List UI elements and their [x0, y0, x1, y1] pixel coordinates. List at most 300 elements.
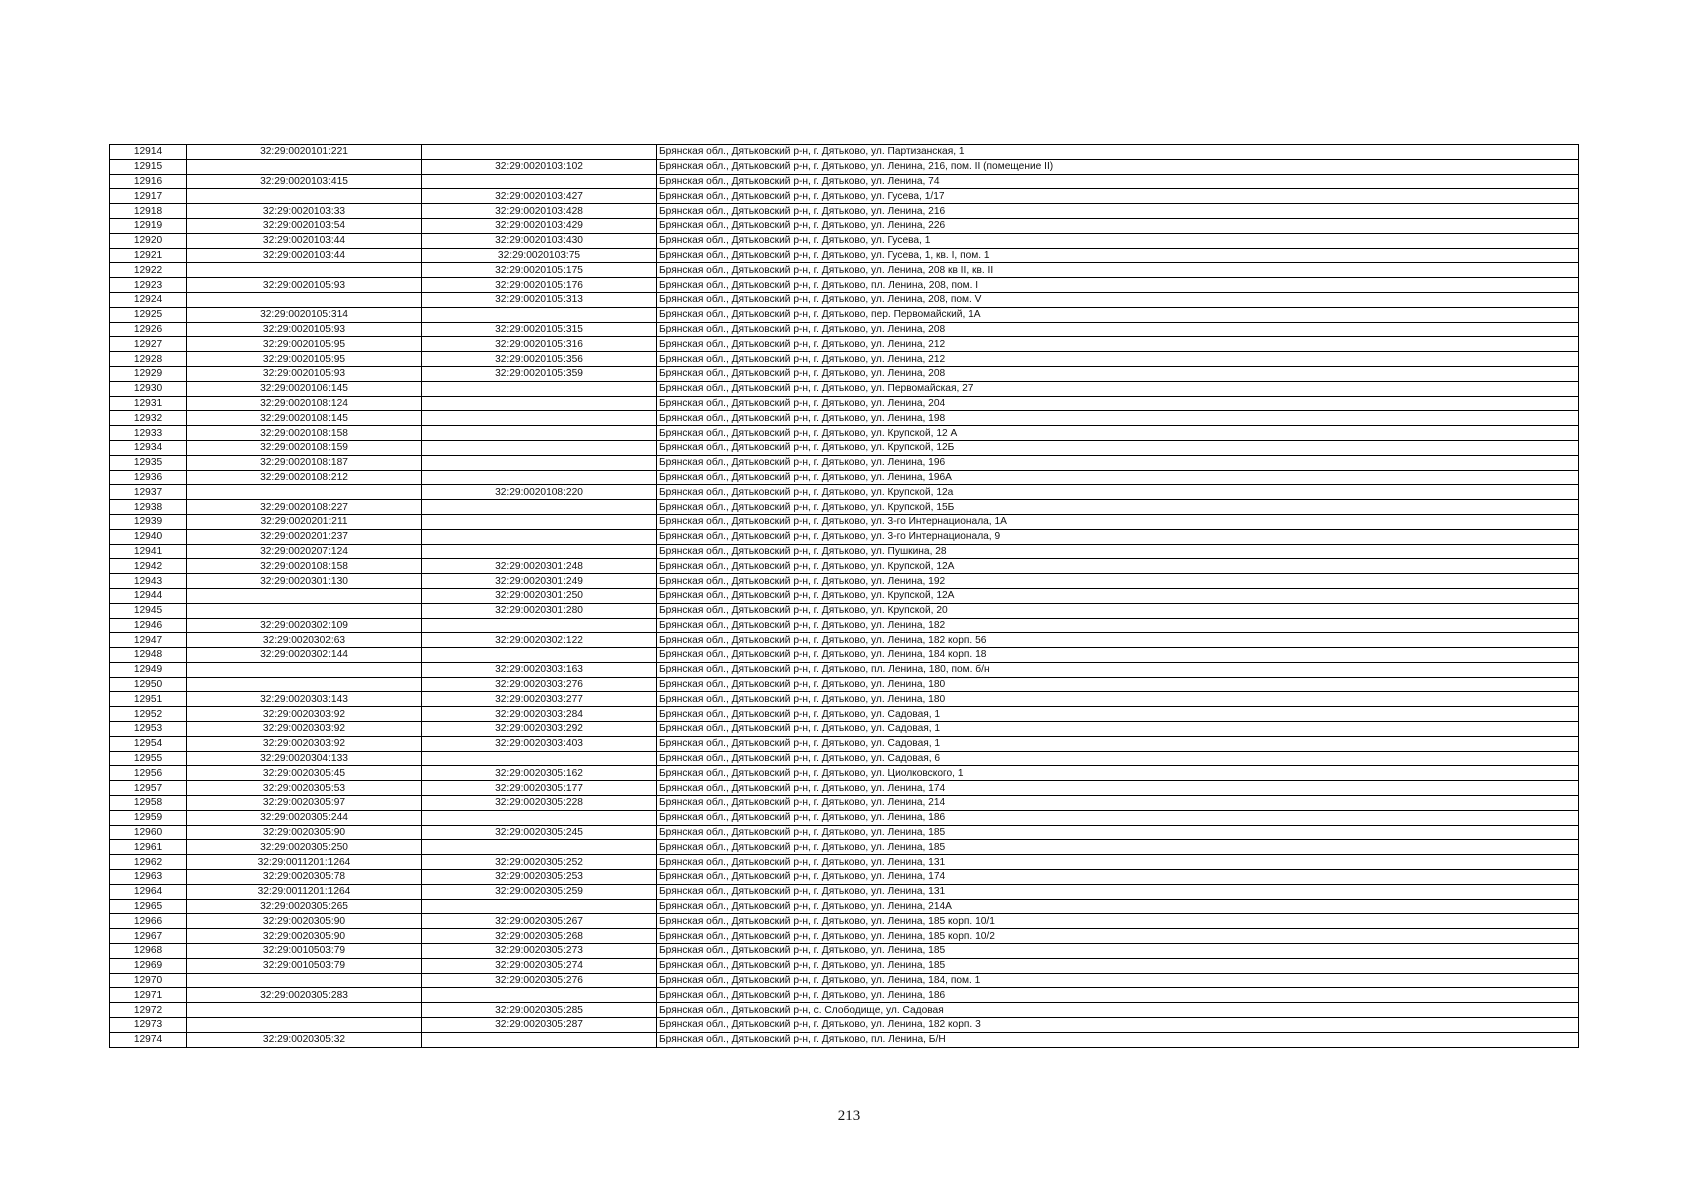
related-cadastral-number-cell: 32:29:0020305:177	[422, 781, 657, 796]
cadastral-number-cell: 32:29:0020201:211	[187, 514, 422, 529]
table-row	[110, 500, 1579, 515]
cadastral-number-cell	[187, 603, 422, 618]
address-cell: Брянская обл., Дятьковский р-н, г. Дятьково, пл. Ленина, Б/Н	[657, 1032, 1579, 1047]
address-cell: Брянская обл., Дятьковский р-н, г. Дятьково, ул. Ленина, 212	[657, 352, 1579, 367]
address-cell: Брянская обл., Дятьковский р-н, г. Дятьково, ул. Ленина, 214А	[657, 899, 1579, 914]
related-cadastral-number-cell: 32:29:0020105:315	[422, 322, 657, 337]
row-number-cell: 12944	[110, 588, 187, 603]
table-row	[110, 751, 1579, 766]
table-row	[110, 603, 1579, 618]
row-number-cell: 12953	[110, 722, 187, 737]
related-cadastral-number-cell: 32:29:0020305:259	[422, 884, 657, 899]
cadastral-number-cell	[187, 189, 422, 204]
cadastral-number-cell: 32:29:0020108:145	[187, 411, 422, 426]
row-number-cell: 12935	[110, 455, 187, 470]
table-row	[110, 218, 1579, 233]
table-row	[110, 618, 1579, 633]
cadastral-number-cell	[187, 159, 422, 174]
cadastral-number-cell: 32:29:0020303:92	[187, 722, 422, 737]
related-cadastral-number-cell: 32:29:0020103:427	[422, 189, 657, 204]
cadastral-number-cell: 32:29:0020108:212	[187, 470, 422, 485]
table-row	[110, 322, 1579, 337]
related-cadastral-number-cell	[422, 988, 657, 1003]
related-cadastral-number-cell	[422, 1032, 657, 1047]
table-row	[110, 145, 1579, 160]
cadastral-number-cell: 32:29:0020103:44	[187, 248, 422, 263]
cadastral-number-cell	[187, 485, 422, 500]
cadastral-number-cell: 32:29:0020305:53	[187, 781, 422, 796]
row-number-cell: 12938	[110, 500, 187, 515]
cadastral-number-cell: 32:29:0020103:415	[187, 174, 422, 189]
cadastral-number-cell	[187, 292, 422, 307]
related-cadastral-number-cell: 32:29:0020303:163	[422, 662, 657, 677]
related-cadastral-number-cell	[422, 529, 657, 544]
table-row	[110, 366, 1579, 381]
address-cell: Брянская обл., Дятьковский р-н, г. Дятьково, ул. Садовая, 1	[657, 707, 1579, 722]
row-number-cell: 12925	[110, 307, 187, 322]
address-cell: Брянская обл., Дятьковский р-н, г. Дятьково, ул. Ленина, 212	[657, 337, 1579, 352]
address-cell: Брянская обл., Дятьковский р-н, г. Дятьково, ул. Ленина, 184, пом. 1	[657, 973, 1579, 988]
row-number-cell: 12955	[110, 751, 187, 766]
related-cadastral-number-cell: 32:29:0020103:428	[422, 204, 657, 219]
cadastral-number-cell: 32:29:0020207:124	[187, 544, 422, 559]
table-row	[110, 455, 1579, 470]
table-row	[110, 870, 1579, 885]
related-cadastral-number-cell: 32:29:0020305:253	[422, 870, 657, 885]
address-cell: Брянская обл., Дятьковский р-н, г. Дятьково, ул. Партизанская, 1	[657, 145, 1579, 160]
table-row	[110, 855, 1579, 870]
row-number-cell: 12930	[110, 381, 187, 396]
table-row	[110, 233, 1579, 248]
row-number-cell: 12947	[110, 633, 187, 648]
row-number-cell: 12946	[110, 618, 187, 633]
row-number-cell: 12952	[110, 707, 187, 722]
row-number-cell: 12962	[110, 855, 187, 870]
related-cadastral-number-cell: 32:29:0020305:274	[422, 958, 657, 973]
related-cadastral-number-cell	[422, 426, 657, 441]
cadastral-number-cell: 32:29:0010503:79	[187, 958, 422, 973]
table-row	[110, 899, 1579, 914]
related-cadastral-number-cell: 32:29:0020305:285	[422, 1003, 657, 1018]
cadastral-number-cell: 32:29:0020101:221	[187, 145, 422, 160]
address-cell: Брянская обл., Дятьковский р-н, г. Дятьково, ул. Циолковского, 1	[657, 766, 1579, 781]
related-cadastral-number-cell: 32:29:0020103:75	[422, 248, 657, 263]
table-row	[110, 278, 1579, 293]
cadastral-number-cell: 32:29:0020105:314	[187, 307, 422, 322]
cadastral-number-cell: 32:29:0020305:78	[187, 870, 422, 885]
related-cadastral-number-cell: 32:29:0020305:252	[422, 855, 657, 870]
table-row	[110, 204, 1579, 219]
cadastral-number-cell: 32:29:0020302:63	[187, 633, 422, 648]
related-cadastral-number-cell: 32:29:0020305:276	[422, 973, 657, 988]
table-row	[110, 411, 1579, 426]
address-cell: Брянская обл., Дятьковский р-н, г. Дятьково, ул. Ленина, 182 корп. 3	[657, 1018, 1579, 1033]
related-cadastral-number-cell: 32:29:0020301:248	[422, 559, 657, 574]
table-row	[110, 381, 1579, 396]
table-row	[110, 574, 1579, 589]
related-cadastral-number-cell	[422, 396, 657, 411]
registry-table-body	[110, 145, 1579, 1048]
row-number-cell: 12964	[110, 884, 187, 899]
related-cadastral-number-cell: 32:29:0020305:245	[422, 825, 657, 840]
address-cell: Брянская обл., Дятьковский р-н, г. Дятьково, ул. Ленина, 186	[657, 988, 1579, 1003]
address-cell: Брянская обл., Дятьковский р-н, г. Дятьково, ул. Ленина, 184 корп. 18	[657, 648, 1579, 663]
row-number-cell: 12961	[110, 840, 187, 855]
address-cell: Брянская обл., Дятьковский р-н, г. Дятьково, ул. 3-го Интернационала, 1А	[657, 514, 1579, 529]
table-row	[110, 588, 1579, 603]
table-row	[110, 633, 1579, 648]
row-number-cell: 12927	[110, 337, 187, 352]
table-row	[110, 781, 1579, 796]
address-cell: Брянская обл., Дятьковский р-н, г. Дятьково, ул. Ленина, 174	[657, 781, 1579, 796]
table-row	[110, 958, 1579, 973]
table-row	[110, 263, 1579, 278]
related-cadastral-number-cell: 32:29:0020301:249	[422, 574, 657, 589]
address-cell: Брянская обл., Дятьковский р-н, г. Дятьково, ул. Пушкина, 28	[657, 544, 1579, 559]
related-cadastral-number-cell: 32:29:0020303:284	[422, 707, 657, 722]
address-cell: Брянская обл., Дятьковский р-н, г. Дятьково, ул. Ленина, 180	[657, 677, 1579, 692]
address-cell: Брянская обл., Дятьковский р-н, г. Дятьково, ул. Ленина, 216	[657, 204, 1579, 219]
related-cadastral-number-cell	[422, 751, 657, 766]
table-row	[110, 707, 1579, 722]
address-cell: Брянская обл., Дятьковский р-н, г. Дятьково, ул. Гусева, 1/17	[657, 189, 1579, 204]
row-number-cell: 12949	[110, 662, 187, 677]
address-cell: Брянская обл., Дятьковский р-н, г. Дятьково, ул. Ленина, 182	[657, 618, 1579, 633]
row-number-cell: 12942	[110, 559, 187, 574]
table-row	[110, 514, 1579, 529]
address-cell: Брянская обл., Дятьковский р-н, г. Дятьково, ул. Ленина, 198	[657, 411, 1579, 426]
cadastral-number-cell: 32:29:0020105:93	[187, 278, 422, 293]
row-number-cell: 12918	[110, 204, 187, 219]
cadastral-number-cell: 32:29:0020105:95	[187, 337, 422, 352]
address-cell: Брянская обл., Дятьковский р-н, г. Дятьково, пл. Ленина, 180, пом. б/н	[657, 662, 1579, 677]
cadastral-number-cell: 32:29:0020305:250	[187, 840, 422, 855]
related-cadastral-number-cell	[422, 899, 657, 914]
address-cell: Брянская обл., Дятьковский р-н, г. Дятьково, ул. Ленина, 226	[657, 218, 1579, 233]
related-cadastral-number-cell: 32:29:0020103:430	[422, 233, 657, 248]
table-row	[110, 352, 1579, 367]
cadastral-number-cell	[187, 662, 422, 677]
table-row	[110, 337, 1579, 352]
cadastral-number-cell: 32:29:0020305:97	[187, 796, 422, 811]
cadastral-number-cell: 32:29:0020302:109	[187, 618, 422, 633]
row-number-cell: 12974	[110, 1032, 187, 1047]
table-row	[110, 396, 1579, 411]
address-cell: Брянская обл., Дятьковский р-н, г. Дятьково, ул. Ленина, 185 корп. 10/2	[657, 929, 1579, 944]
address-cell: Брянская обл., Дятьковский р-н, г. Дятьково, ул. Ленина, 180	[657, 692, 1579, 707]
row-number-cell: 12967	[110, 929, 187, 944]
related-cadastral-number-cell	[422, 145, 657, 160]
address-cell: Брянская обл., Дятьковский р-н, г. Дятьково, ул. Крупской, 12А	[657, 559, 1579, 574]
related-cadastral-number-cell	[422, 618, 657, 633]
related-cadastral-number-cell: 32:29:0020302:122	[422, 633, 657, 648]
table-row	[110, 470, 1579, 485]
row-number-cell: 12916	[110, 174, 187, 189]
cadastral-number-cell: 32:29:0020305:90	[187, 914, 422, 929]
cadastral-number-cell: 32:29:0020105:95	[187, 352, 422, 367]
cadastral-number-cell: 32:29:0020108:159	[187, 440, 422, 455]
address-cell: Брянская обл., Дятьковский р-н, г. Дятьково, ул. Ленина, 214	[657, 796, 1579, 811]
related-cadastral-number-cell: 32:29:0020305:267	[422, 914, 657, 929]
table-row	[110, 559, 1579, 574]
address-cell: Брянская обл., Дятьковский р-н, г. Дятьково, ул. Ленина, 208 кв II, кв. II	[657, 263, 1579, 278]
table-row	[110, 248, 1579, 263]
address-cell: Брянская обл., Дятьковский р-н, г. Дятьково, ул. Ленина, 182 корп. 56	[657, 633, 1579, 648]
table-row	[110, 189, 1579, 204]
address-cell: Брянская обл., Дятьковский р-н, г. Дятьково, ул. Крупской, 12А	[657, 588, 1579, 603]
cadastral-number-cell: 32:29:0020305:265	[187, 899, 422, 914]
row-number-cell: 12948	[110, 648, 187, 663]
address-cell: Брянская обл., Дятьковский р-н, г. Дятьково, ул. Ленина, 186	[657, 810, 1579, 825]
address-cell: Брянская обл., Дятьковский р-н, г. Дятьково, ул. Ленина, 216, пом. II (помещение II)	[657, 159, 1579, 174]
row-number-cell: 12950	[110, 677, 187, 692]
row-number-cell: 12923	[110, 278, 187, 293]
cadastral-number-cell: 32:29:0011201:1264	[187, 884, 422, 899]
cadastral-number-cell: 32:29:0020103:33	[187, 204, 422, 219]
address-cell: Брянская обл., Дятьковский р-н, г. Дятьково, ул. Садовая, 6	[657, 751, 1579, 766]
cadastral-number-cell: 32:29:0020108:124	[187, 396, 422, 411]
related-cadastral-number-cell: 32:29:0020305:268	[422, 929, 657, 944]
table-row	[110, 1032, 1579, 1047]
table-row	[110, 307, 1579, 322]
table-row	[110, 662, 1579, 677]
related-cadastral-number-cell: 32:29:0020105:316	[422, 337, 657, 352]
address-cell: Брянская обл., Дятьковский р-н, г. Дятьково, ул. Ленина, 192	[657, 574, 1579, 589]
row-number-cell: 12970	[110, 973, 187, 988]
table-row	[110, 426, 1579, 441]
related-cadastral-number-cell: 32:29:0020305:228	[422, 796, 657, 811]
related-cadastral-number-cell: 32:29:0020105:356	[422, 352, 657, 367]
table-row	[110, 1003, 1579, 1018]
row-number-cell: 12940	[110, 529, 187, 544]
address-cell: Брянская обл., Дятьковский р-н, г. Дятьково, ул. Гусева, 1	[657, 233, 1579, 248]
address-cell: Брянская обл., Дятьковский р-н, г. Дятьково, ул. Ленина, 74	[657, 174, 1579, 189]
related-cadastral-number-cell	[422, 810, 657, 825]
cadastral-number-cell: 32:29:0020305:32	[187, 1032, 422, 1047]
cadastral-number-cell: 32:29:0011201:1264	[187, 855, 422, 870]
address-cell: Брянская обл., Дятьковский р-н, г. Дятьково, ул. Ленина, 196	[657, 455, 1579, 470]
row-number-cell: 12960	[110, 825, 187, 840]
related-cadastral-number-cell	[422, 500, 657, 515]
address-cell: Брянская обл., Дятьковский р-н, г. Дятьково, ул. Ленина, 185	[657, 944, 1579, 959]
row-number-cell: 12956	[110, 766, 187, 781]
cadastral-number-cell	[187, 263, 422, 278]
related-cadastral-number-cell	[422, 648, 657, 663]
cadastral-number-cell: 32:29:0020105:93	[187, 366, 422, 381]
row-number-cell: 12929	[110, 366, 187, 381]
cadastral-number-cell: 32:29:0020305:90	[187, 825, 422, 840]
row-number-cell: 12928	[110, 352, 187, 367]
related-cadastral-number-cell: 32:29:0020303:276	[422, 677, 657, 692]
address-cell: Брянская обл., Дятьковский р-н, г. Дятьково, ул. Ленина, 185	[657, 958, 1579, 973]
address-cell: Брянская обл., Дятьковский р-н, г. Дятьково, пл. Ленина, 208, пом. I	[657, 278, 1579, 293]
address-cell: Брянская обл., Дятьковский р-н, г. Дятьково, ул. 3-го Интернационала, 9	[657, 529, 1579, 544]
table-row	[110, 988, 1579, 1003]
row-number-cell: 12966	[110, 914, 187, 929]
table-row	[110, 529, 1579, 544]
row-number-cell: 12965	[110, 899, 187, 914]
address-cell: Брянская обл., Дятьковский р-н, г. Дятьково, ул. Гусева, 1, кв. I, пом. 1	[657, 248, 1579, 263]
related-cadastral-number-cell: 32:29:0020105:359	[422, 366, 657, 381]
cadastral-number-cell: 32:29:0020105:93	[187, 322, 422, 337]
cadastral-number-cell: 32:29:0020108:227	[187, 500, 422, 515]
row-number-cell: 12932	[110, 411, 187, 426]
related-cadastral-number-cell	[422, 514, 657, 529]
address-cell: Брянская обл., Дятьковский р-н, г. Дятьково, ул. Садовая, 1	[657, 736, 1579, 751]
cadastral-number-cell: 32:29:0020108:158	[187, 559, 422, 574]
table-row	[110, 796, 1579, 811]
related-cadastral-number-cell	[422, 174, 657, 189]
table-row	[110, 722, 1579, 737]
related-cadastral-number-cell: 32:29:0020105:175	[422, 263, 657, 278]
table-row	[110, 810, 1579, 825]
address-cell: Брянская обл., Дятьковский р-н, г. Дятьково, ул. Ленина, 174	[657, 870, 1579, 885]
cadastral-number-cell: 32:29:0020305:90	[187, 929, 422, 944]
table-row	[110, 929, 1579, 944]
related-cadastral-number-cell	[422, 455, 657, 470]
row-number-cell: 12963	[110, 870, 187, 885]
related-cadastral-number-cell: 32:29:0020305:162	[422, 766, 657, 781]
row-number-cell: 12941	[110, 544, 187, 559]
cadastral-number-cell: 32:29:0020303:92	[187, 736, 422, 751]
address-cell: Брянская обл., Дятьковский р-н, г. Дятьково, ул. Ленина, 196А	[657, 470, 1579, 485]
address-cell: Брянская обл., Дятьковский р-н, г. Дятьково, ул. Крупской, 12 А	[657, 426, 1579, 441]
address-cell: Брянская обл., Дятьковский р-н, г. Дятьково, ул. Ленина, 208, пом. V	[657, 292, 1579, 307]
cadastral-number-cell: 32:29:0020201:237	[187, 529, 422, 544]
address-cell: Брянская обл., Дятьковский р-н, г. Дятьково, ул. Ленина, 204	[657, 396, 1579, 411]
row-number-cell: 12957	[110, 781, 187, 796]
table-row	[110, 544, 1579, 559]
related-cadastral-number-cell: 32:29:0020305:273	[422, 944, 657, 959]
cadastral-number-cell	[187, 1018, 422, 1033]
row-number-cell: 12920	[110, 233, 187, 248]
table-row	[110, 292, 1579, 307]
related-cadastral-number-cell: 32:29:0020301:250	[422, 588, 657, 603]
row-number-cell: 12915	[110, 159, 187, 174]
row-number-cell: 12921	[110, 248, 187, 263]
related-cadastral-number-cell: 32:29:0020303:292	[422, 722, 657, 737]
row-number-cell: 12969	[110, 958, 187, 973]
address-cell: Брянская обл., Дятьковский р-н, г. Дятьково, ул. Ленина, 185 корп. 10/1	[657, 914, 1579, 929]
cadastral-number-cell: 32:29:0020303:92	[187, 707, 422, 722]
address-cell: Брянская обл., Дятьковский р-н, г. Дятьково, ул. Крупской, 15Б	[657, 500, 1579, 515]
table-row	[110, 825, 1579, 840]
row-number-cell: 12959	[110, 810, 187, 825]
related-cadastral-number-cell	[422, 840, 657, 855]
table-row	[110, 159, 1579, 174]
table-row	[110, 944, 1579, 959]
table-row	[110, 677, 1579, 692]
cadastral-number-cell: 32:29:0020106:145	[187, 381, 422, 396]
related-cadastral-number-cell: 32:29:0020108:220	[422, 485, 657, 500]
related-cadastral-number-cell	[422, 381, 657, 396]
cadastral-number-cell: 32:29:0020305:283	[187, 988, 422, 1003]
cadastral-number-cell	[187, 973, 422, 988]
address-cell: Брянская обл., Дятьковский р-н, г. Дятьково, ул. Ленина, 208	[657, 322, 1579, 337]
related-cadastral-number-cell: 32:29:0020305:287	[422, 1018, 657, 1033]
related-cadastral-number-cell: 32:29:0020303:277	[422, 692, 657, 707]
cadastral-number-cell: 32:29:0020305:45	[187, 766, 422, 781]
table-row	[110, 884, 1579, 899]
address-cell: Брянская обл., Дятьковский р-н, г. Дятьково, ул. Ленина, 131	[657, 884, 1579, 899]
table-row	[110, 648, 1579, 663]
address-cell: Брянская обл., Дятьковский р-н, г. Дятьково, ул. Крупской, 20	[657, 603, 1579, 618]
related-cadastral-number-cell	[422, 470, 657, 485]
address-cell: Брянская обл., Дятьковский р-н, г. Дятьково, ул. Ленина, 208	[657, 366, 1579, 381]
table-row	[110, 973, 1579, 988]
related-cadastral-number-cell	[422, 440, 657, 455]
address-cell: Брянская обл., Дятьковский р-н, г. Дятьково, ул. Первомайская, 27	[657, 381, 1579, 396]
row-number-cell: 12939	[110, 514, 187, 529]
row-number-cell: 12951	[110, 692, 187, 707]
row-number-cell: 12931	[110, 396, 187, 411]
table-row	[110, 914, 1579, 929]
registry-table	[109, 144, 1579, 1048]
address-cell: Брянская обл., Дятьковский р-н, г. Дятьково, ул. Крупской, 12Б	[657, 440, 1579, 455]
row-number-cell: 12917	[110, 189, 187, 204]
cadastral-number-cell: 32:29:0020301:130	[187, 574, 422, 589]
address-cell: Брянская обл., Дятьковский р-н, г. Дятьково, пер. Первомайский, 1А	[657, 307, 1579, 322]
page-number: 213	[837, 1108, 861, 1124]
row-number-cell: 12945	[110, 603, 187, 618]
address-cell: Брянская обл., Дятьковский р-н, г. Дятьково, ул. Крупской, 12а	[657, 485, 1579, 500]
row-number-cell: 12914	[110, 145, 187, 160]
address-cell: Брянская обл., Дятьковский р-н, г. Дятьково, ул. Садовая, 1	[657, 722, 1579, 737]
cadastral-number-cell	[187, 1003, 422, 1018]
table-row	[110, 736, 1579, 751]
cadastral-number-cell: 32:29:0020305:244	[187, 810, 422, 825]
table-row	[110, 692, 1579, 707]
table-row	[110, 440, 1579, 455]
cadastral-number-cell: 32:29:0020304:133	[187, 751, 422, 766]
related-cadastral-number-cell: 32:29:0020301:280	[422, 603, 657, 618]
related-cadastral-number-cell: 32:29:0020105:313	[422, 292, 657, 307]
related-cadastral-number-cell: 32:29:0020103:429	[422, 218, 657, 233]
row-number-cell: 12972	[110, 1003, 187, 1018]
row-number-cell: 12933	[110, 426, 187, 441]
table-row	[110, 174, 1579, 189]
cadastral-number-cell: 32:29:0020108:158	[187, 426, 422, 441]
related-cadastral-number-cell	[422, 411, 657, 426]
row-number-cell: 12968	[110, 944, 187, 959]
row-number-cell: 12926	[110, 322, 187, 337]
row-number-cell: 12943	[110, 574, 187, 589]
related-cadastral-number-cell: 32:29:0020105:176	[422, 278, 657, 293]
address-cell: Брянская обл., Дятьковский р-н, г. Дятьково, ул. Ленина, 185	[657, 840, 1579, 855]
cadastral-number-cell: 32:29:0020103:44	[187, 233, 422, 248]
table-row	[110, 840, 1579, 855]
table-row	[110, 485, 1579, 500]
cadastral-number-cell: 32:29:0020103:54	[187, 218, 422, 233]
row-number-cell: 12934	[110, 440, 187, 455]
address-cell: Брянская обл., Дятьковский р-н, с. Слободище, ул. Садовая	[657, 1003, 1579, 1018]
cadastral-number-cell: 32:29:0020108:187	[187, 455, 422, 470]
cadastral-number-cell: 32:29:0010503:79	[187, 944, 422, 959]
row-number-cell: 12924	[110, 292, 187, 307]
cadastral-number-cell	[187, 588, 422, 603]
table-row	[110, 1018, 1579, 1033]
cadastral-number-cell	[187, 677, 422, 692]
row-number-cell: 12936	[110, 470, 187, 485]
row-number-cell: 12954	[110, 736, 187, 751]
row-number-cell: 12919	[110, 218, 187, 233]
row-number-cell: 12971	[110, 988, 187, 1003]
row-number-cell: 12958	[110, 796, 187, 811]
address-cell: Брянская обл., Дятьковский р-н, г. Дятьково, ул. Ленина, 131	[657, 855, 1579, 870]
row-number-cell: 12937	[110, 485, 187, 500]
table-row	[110, 766, 1579, 781]
related-cadastral-number-cell: 32:29:0020303:403	[422, 736, 657, 751]
